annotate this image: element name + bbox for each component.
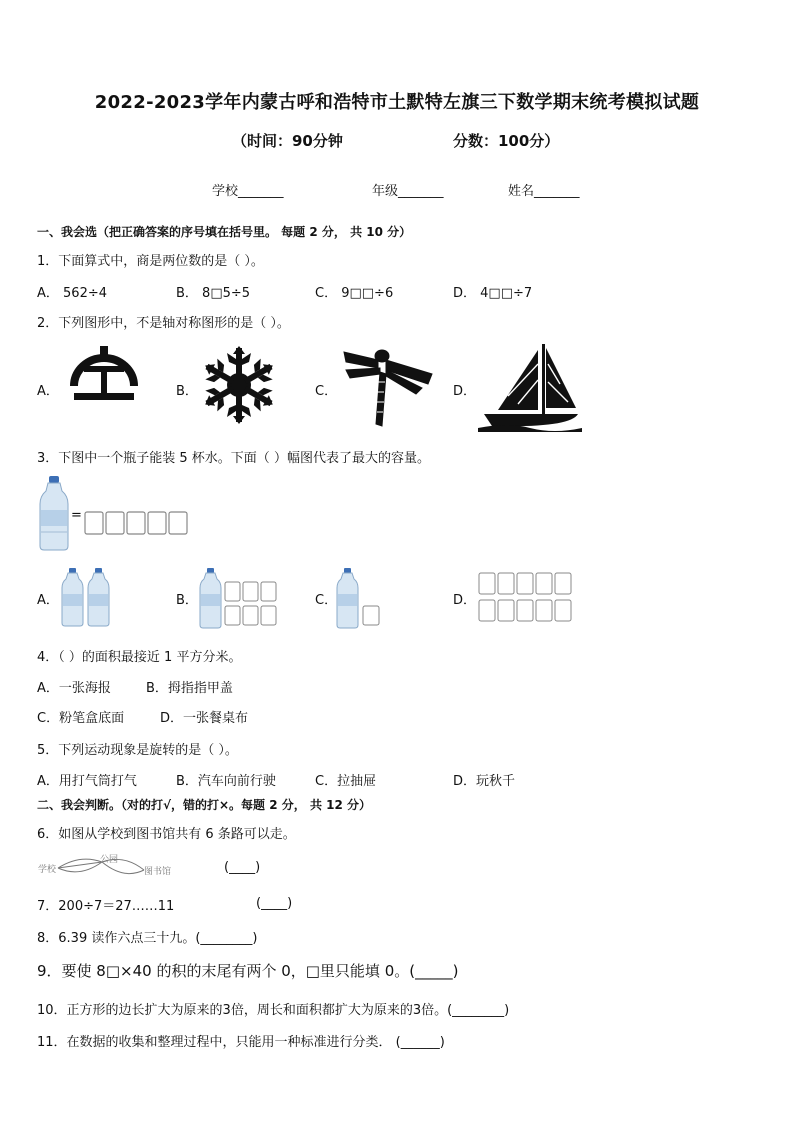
- q3-a-bottles: [62, 568, 110, 626]
- question-3: 3．下图中一个瓶子能装 5 杯水。下面（ ）幅图代表了最大的容量。: [37, 451, 430, 466]
- question-10: 10．正方形的边长扩大为原来的3倍，周长和面积都扩大为原来的3倍。(________): [37, 1003, 510, 1018]
- q3-b-bottle-cups: [200, 568, 280, 628]
- dragonfly-icon: [342, 348, 434, 428]
- q2-option-c[interactable]: C．: [315, 384, 338, 399]
- q3-option-d[interactable]: D．: [453, 593, 477, 608]
- cup-icon: [169, 512, 187, 534]
- route-park-label: 公园: [100, 855, 119, 865]
- question-6: 6．如图从学校到图书馆共有 6 条路可以走。: [37, 827, 296, 842]
- exam-score: 分数：100分）: [453, 132, 560, 150]
- route-diagram: [58, 856, 148, 880]
- cup-icon: [106, 512, 124, 534]
- school-field[interactable]: 学校_______: [212, 184, 284, 199]
- sailboat-icon: [478, 344, 582, 432]
- question-9: 9．要使 8□×40 的积的末尾有两个 0，□里只能填 0。(_____): [37, 962, 459, 980]
- q1-option-d[interactable]: D． 4□□÷7: [453, 286, 533, 301]
- q2-option-b[interactable]: B．: [176, 384, 198, 399]
- q3-option-a[interactable]: A．: [37, 593, 59, 608]
- equals-sign: =: [71, 508, 82, 523]
- q5-option-d[interactable]: D．玩秋千: [453, 774, 516, 789]
- q4-option-a[interactable]: A．一张海报: [37, 681, 111, 696]
- q2-option-a[interactable]: A．: [37, 384, 59, 399]
- exam-time: （时间：90分钟: [232, 132, 343, 150]
- q3-c-bottle-cup: [337, 568, 385, 628]
- snowflake-icon: [200, 346, 278, 424]
- question-1: 1．下面算式中，商是两位数的是（ ）。: [37, 254, 264, 269]
- q4-option-c[interactable]: C．粉笔盒底面: [37, 711, 125, 726]
- q3-option-c[interactable]: C．: [315, 593, 338, 608]
- question-2: 2．下列图形中，不是轴对称图形的是（ ）。: [37, 316, 290, 331]
- q5-option-a[interactable]: A．用打气筒打气: [37, 774, 137, 789]
- q4-option-b[interactable]: B．拇指指甲盖: [146, 681, 233, 696]
- q5-option-c[interactable]: C．拉抽屉: [315, 774, 377, 789]
- q5-option-b[interactable]: B．汽车向前行驶: [176, 774, 276, 789]
- section-heading-judge: 二、我会判断。（对的打√，错的打×。每题 2 分， 共 12 分）: [37, 798, 371, 812]
- cup-icon: [148, 512, 166, 534]
- q3-option-b[interactable]: B．: [176, 593, 198, 608]
- q3-d-cups: [478, 572, 574, 624]
- page-title: 2022-2023学年内蒙古呼和浩特市土默特左旗三下数学期末统考模拟试题: [94, 92, 700, 113]
- question-4: 4．（ ）的面积最接近 1 平方分米。: [37, 650, 242, 665]
- q2-option-d[interactable]: D．: [453, 384, 477, 399]
- question-7: 7．200÷7＝27……11: [37, 899, 175, 914]
- name-field[interactable]: 姓名_______: [508, 184, 580, 199]
- q6-answer-blank[interactable]: (____): [224, 860, 261, 875]
- q1-option-a[interactable]: A． 562÷4: [37, 286, 108, 301]
- cup-icon: [85, 512, 103, 534]
- q7-answer-blank[interactable]: (____): [256, 896, 293, 911]
- q4-option-d[interactable]: D．一张餐桌布: [160, 711, 249, 726]
- q1-option-c[interactable]: C． 9□□÷6: [315, 286, 394, 301]
- cup-icon: [127, 512, 145, 534]
- q1-option-b[interactable]: B． 8□5÷5: [176, 286, 251, 301]
- route-library-label: 图书馆: [144, 867, 172, 877]
- five-cups: [84, 510, 190, 536]
- symbol-figure-icon: [64, 346, 144, 402]
- question-11: 11．在数据的收集和整理过程中，只能用一种标准进行分类． (______): [37, 1035, 445, 1050]
- grade-field[interactable]: 年级_______: [372, 184, 444, 199]
- question-5: 5．下列运动现象是旋转的是（ ）。: [37, 743, 238, 758]
- bottle-icon: [38, 476, 70, 550]
- section-heading-choice: 一、我会选（把正确答案的序号填在括号里。 每题 2 分， 共 10 分）: [37, 225, 412, 239]
- question-8: 8．6.39 读作六点三十九。(________): [37, 931, 258, 946]
- route-school-label: 学校: [38, 865, 57, 875]
